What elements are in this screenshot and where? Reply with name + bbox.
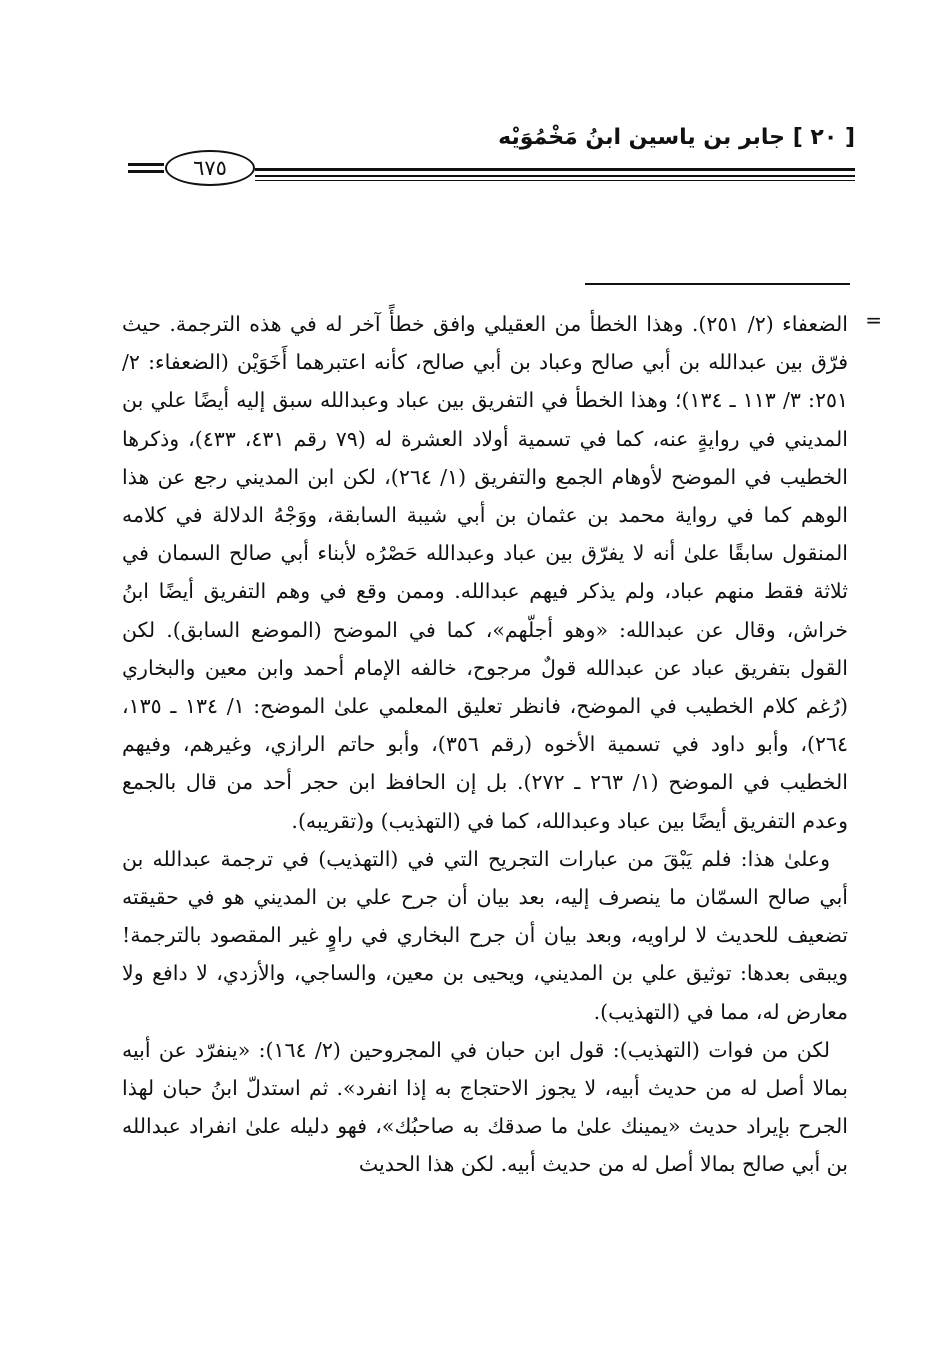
footnote-continuation-mark: = bbox=[865, 308, 882, 332]
footnote-separator bbox=[585, 283, 850, 285]
header-rule-right bbox=[255, 175, 855, 177]
footnote-paragraph: الضعفاء (٢/ ٢٥١). وهذا الخطأ من العقيلي وافق خطأً آخر له في هذه الترجمة. حيث فرّق بين عبدالله بن أبي صالح وعباد بن أبي صالح، كأنه اعتبرهما أَخَوَيْن (الضعفاء: ٢/ ٢٥١: ٣/ ١١٣ ـ ١٣٤)؛ وهذا الخطأ في التفريق بين عباد وعبدالله سبق إليه أيضًا علي بن المديني في روايةٍ عنه، كما في تسمية أولاد العشرة له (٧٩ رقم ٤٣١، ٤٣٣)، وذكرها الخطيب في الموضح لأوهام الجمع والتفريق (١/ ٢٦٤)، لكن ابن المديني رجع عن هذا الوهم كما في رواية محمد بن عثمان بن أبي شيبة السابقة، ووَجْهُ الدلالة في كلامه المنقول سابقًا علىٰ أنه لا يفرّق بين عباد وعبدالله حَصْرُه لأبناء أبي صالح السمان في ثلاثة فقط منهم عباد، ولم يذكر فيهم عبدالله. وممن وقع في وهم التفريق أيضًا ابنُ خراش، وقال عن عبدالله: «وهو أجلّهم»، كما في الموضح (الموضع السابق). لكن القول بتفريق عباد عن عبدالله قولٌ مرجوح، خالفه الإمام أحمد وابن معين والبخاري (رُغم كلام الخطيب في الموضح، فانظر تعليق المعلمي علىٰ الموضح: ١/ ١٣٤ ـ ١٣٥، ٢٦٤)، وأبو داود في تسمية الأخوه (رقم ٣٥٦)، وأبو حاتم الرازي، وغيرهم، وفيهم الخطيب في الموضح (١/ ٢٦٣ ـ ٢٧٢). بل إن الحافظ ابن حجر أحد من قال بالجمع وعدم التفريق أيضًا بين عباد وعبدالله، كما في (التهذيب) و(تقريبه). bbox=[122, 312, 848, 833]
header-rule-right bbox=[255, 180, 855, 181]
running-title: [ ٢٠ ] جابر بن ياسين ابنُ مَخْمُوَيْه bbox=[498, 125, 855, 150]
page-number: ٦٧٥ bbox=[193, 156, 227, 180]
footnote-text bbox=[122, 305, 848, 1184]
footnote-paragraph: لكن من فوات (التهذيب): قول ابن حبان في المجروحين (٢/ ١٦٤): «ينفرّد عن أبيه بمالا أصل له من حديث أبيه، لا يجوز الاحتجاج به إذا انفرد». ثم استدلّ ابنُ حبان لهذا الجرح بإيراد حديث «يمينك علىٰ ما صدقك به صاحبُك»، فهو دليله علىٰ انفراد عبدالله بن أبي صالح بمالا أصل له من حديث أبيه. لكن هذا الحديث bbox=[122, 1037, 848, 1177]
header-rule-left bbox=[128, 163, 164, 166]
header-rule-right bbox=[255, 168, 855, 171]
header-rule-left bbox=[128, 170, 164, 173]
footnote-paragraph: وعلىٰ هذا: فلم يَبْقَ من عبارات التجريح التي في (التهذيب) في ترجمة عبدالله بن أبي صالح السمّان ما ينصرف إليه، بعد بيان أن جرح علي بن المديني هو في حقيقته تضعيف للحديث لا لراويه، وبعد بيان أن جرح البخاري في راوٍ غير المقصود بالترجمة! ويبقى بعدها: توثيق علي بن المديني، ويحيى بن معين، والساجي، والأزدي، لا دافع ولا معارض له، مما في (التهذيب). bbox=[122, 846, 848, 1024]
page-number-cartouche bbox=[165, 150, 255, 186]
